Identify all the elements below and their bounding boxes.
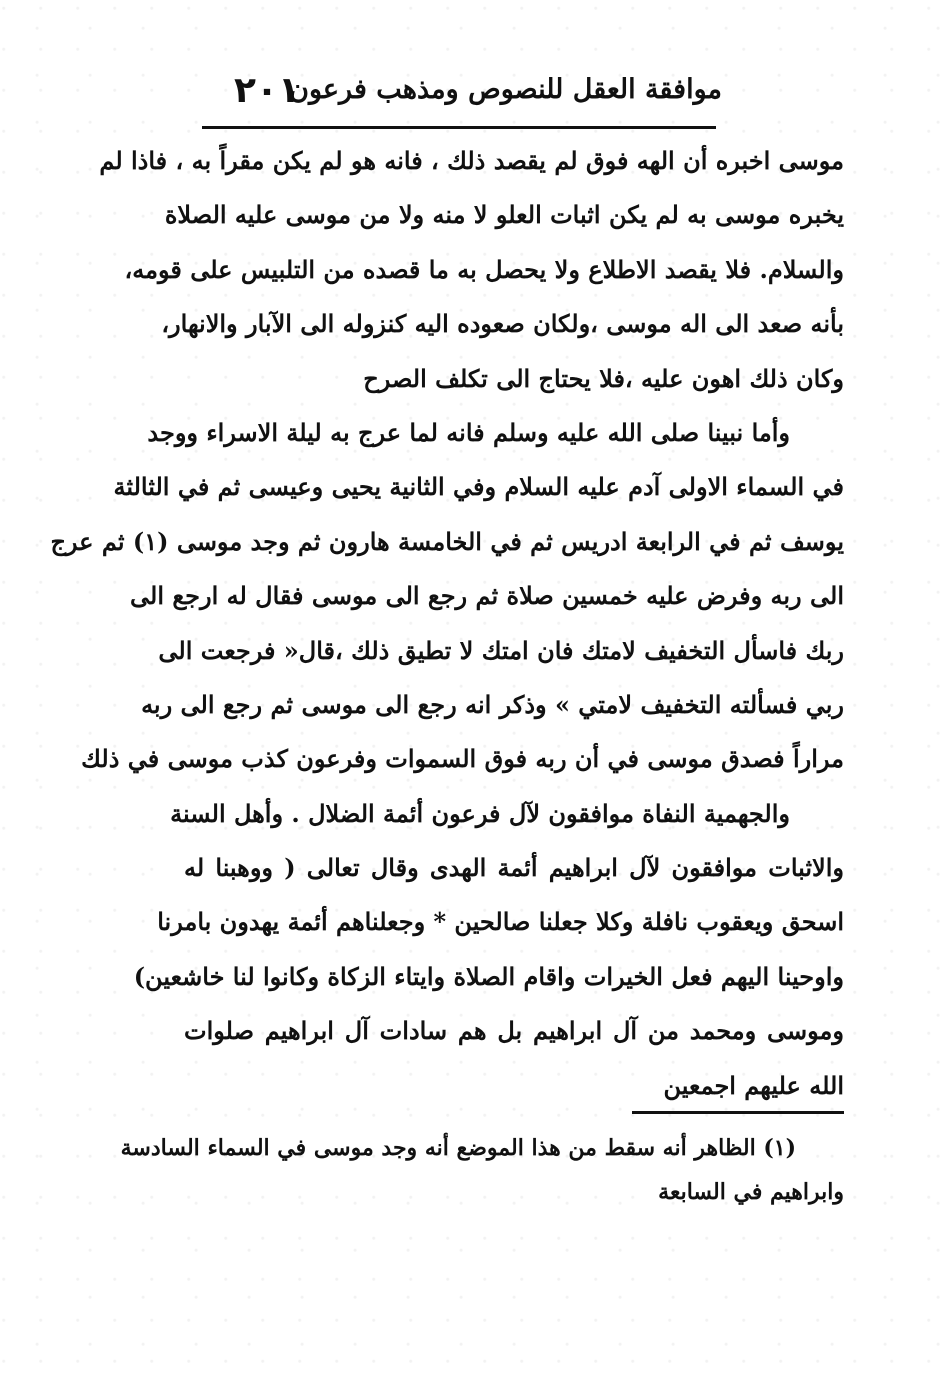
text-line: في السماء الاولى آدم عليه السلام وفي الثانية يحيى وعيسى ثم في الثالثة [113, 472, 844, 502]
main-text [50, 134, 844, 1113]
footnote-line: (١) الظاهر أنه سقط من هذا الموضع أنه وجد موسى في السماء السادسة [120, 1135, 796, 1161]
text-line: يوسف ثم في الرابعة ادريس ثم في الخامسة هارون ثم وجد موسى (١) ثم عرج [50, 526, 844, 556]
text-line: مراراً فصدق موسى في أن ربه فوق السموات وفرعون كذب موسى في ذلك [81, 744, 844, 774]
text-line: ربك فاسأل التخفيف لامتك فان امتك لا تطيق ذلك ،قال« فرجعت الى [158, 635, 844, 665]
text-line: موسى اخبره أن الهه فوق لم يقصد ذلك ، فانه هو لم يكن مقراً به ، فاذا لم [99, 146, 844, 175]
footnote-line: وابراهيم في السابعة [658, 1179, 844, 1205]
text-line: الى ربه وفرض عليه خمسين صلاة ثم رجع الى موسى فقال له ارجع الى [130, 581, 844, 611]
text-line: يخبره موسى به لم يكن اثبات العلو لا منه ولا من موسى عليه الصلاة [164, 200, 844, 230]
text-line: واوحينا اليهم فعل الخيرات واقام الصلاة وايتاء الزكاة وكانوا لنا خاشعين) [133, 961, 844, 991]
text-line: وموسى ومحمد من آل ابراهيم بل هم سادات آل ابراهيم صلوات [184, 1016, 844, 1046]
text-line: والسلام. فلا يقصد الاطلاع ولا يحصل به ما قصده من التلبيس على قومه، [124, 254, 844, 284]
footnote [120, 1126, 844, 1214]
text-line: بأنه صعد الى اله موسى ،ولكان صعوده اليه كنزوله الى الآبار والانهار، [161, 309, 844, 339]
page-number: ٢٠١ [234, 70, 300, 111]
header-divider [202, 126, 716, 129]
running-title: موافقة العقل للنصوص ومذهب فرعون [289, 74, 722, 105]
text-line: وكان ذلك اهون عليه ،فلا يحتاج الى تكلف الصرح [363, 363, 844, 393]
text-line: الله عليهم اجمعين [663, 1070, 844, 1100]
page-header [222, 70, 722, 124]
text-line: ربي فسألته التخفيف لامتي » وذكر انه رجع الى موسى ثم رجع الى ربه [141, 689, 844, 719]
text-line: وأما نبينا صلى الله عليه وسلم فانه لما عرج به ليلة الاسراء ووجد [147, 417, 790, 447]
text-line: والجهمية النفاة موافقون لآل فرعون أئمة الضلال . وأهل السنة [170, 798, 790, 828]
text-line: والاثبات موافقون لآل ابراهيم أئمة الهدى وقال تعالى ( ووهبنا له [184, 853, 844, 883]
footnote-divider [632, 1111, 844, 1114]
text-line: اسحق ويعقوب نافلة وكلا جعلنا صالحين * وجعلناهم أئمة يهدون بامرنا [157, 907, 844, 937]
